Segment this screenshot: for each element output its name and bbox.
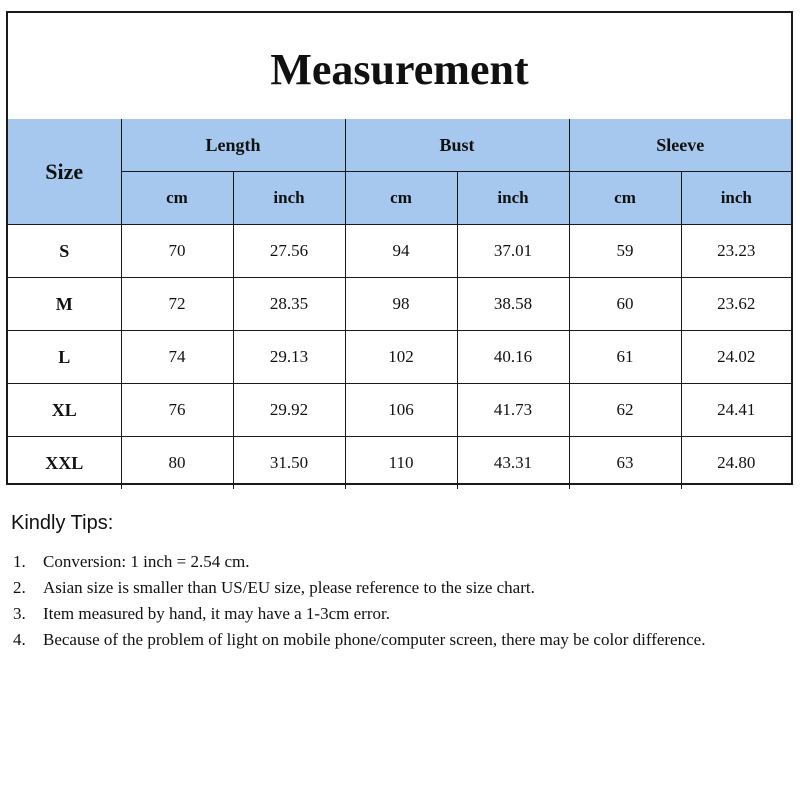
tip-item — [11, 575, 791, 601]
tip-number: 3. — [13, 604, 26, 623]
size-chart — [6, 11, 793, 485]
table-cell: 24.80 — [681, 437, 791, 490]
tip-item — [11, 549, 791, 575]
table-cell: 24.02 — [681, 331, 791, 384]
table-cell: 38.58 — [457, 278, 569, 331]
size-cell: L — [8, 331, 121, 384]
size-cell: XL — [8, 384, 121, 437]
table-cell: 60 — [569, 278, 681, 331]
table-cell: 94 — [345, 225, 457, 278]
table-cell: 43.31 — [457, 437, 569, 490]
table-cell: 72 — [121, 278, 233, 331]
size-cell: S — [8, 225, 121, 278]
table-cell: 76 — [121, 384, 233, 437]
group-header-row — [8, 119, 791, 172]
length-cm-header: cm — [121, 172, 233, 225]
table-cell: 31.50 — [233, 437, 345, 490]
tips-list — [11, 549, 791, 653]
table-row — [8, 437, 791, 490]
tip-item — [11, 601, 791, 627]
tip-text: Conversion: 1 inch = 2.54 cm. — [43, 552, 250, 571]
tips-title: Kindly Tips: — [11, 512, 114, 534]
bust-cm-header: cm — [345, 172, 457, 225]
table-cell: 41.73 — [457, 384, 569, 437]
table-cell: 29.13 — [233, 331, 345, 384]
size-column-header: Size — [8, 119, 121, 225]
sleeve-header: Sleeve — [569, 119, 791, 172]
table-cell: 80 — [121, 437, 233, 490]
tip-number: 2. — [13, 578, 26, 597]
size-table — [8, 119, 791, 489]
table-cell: 70 — [121, 225, 233, 278]
tip-number: 1. — [13, 552, 26, 571]
size-cell: M — [8, 278, 121, 331]
table-cell: 74 — [121, 331, 233, 384]
table-cell: 37.01 — [457, 225, 569, 278]
size-cell: XXL — [8, 437, 121, 490]
table-cell: 59 — [569, 225, 681, 278]
sleeve-cm-header: cm — [569, 172, 681, 225]
table-cell: 27.56 — [233, 225, 345, 278]
tip-item — [11, 627, 791, 653]
chart-title: Measurement — [270, 44, 529, 94]
table-row — [8, 225, 791, 278]
table-cell: 40.16 — [457, 331, 569, 384]
unit-header-row — [8, 172, 791, 225]
table-cell: 23.62 — [681, 278, 791, 331]
table-row — [8, 384, 791, 437]
chart-title-row — [8, 13, 791, 120]
length-inch-header: inch — [233, 172, 345, 225]
tip-text: Asian size is smaller than US/EU size, please reference to the size chart. — [43, 578, 535, 597]
table-row — [8, 331, 791, 384]
sleeve-inch-header: inch — [681, 172, 791, 225]
table-cell: 110 — [345, 437, 457, 490]
table-cell: 63 — [569, 437, 681, 490]
table-cell: 62 — [569, 384, 681, 437]
table-cell: 106 — [345, 384, 457, 437]
length-header: Length — [121, 119, 345, 172]
table-cell: 29.92 — [233, 384, 345, 437]
table-cell: 102 — [345, 331, 457, 384]
table-cell: 23.23 — [681, 225, 791, 278]
bust-inch-header: inch — [457, 172, 569, 225]
kindly-tips — [11, 512, 791, 653]
table-cell: 24.41 — [681, 384, 791, 437]
table-row — [8, 278, 791, 331]
table-cell: 98 — [345, 278, 457, 331]
tip-text: Item measured by hand, it may have a 1-3cm error. — [43, 604, 390, 623]
bust-header: Bust — [345, 119, 569, 172]
table-cell: 61 — [569, 331, 681, 384]
table-cell: 28.35 — [233, 278, 345, 331]
tip-text: Because of the problem of light on mobile phone/computer screen, there may be color difference. — [43, 630, 706, 649]
tip-number: 4. — [13, 630, 26, 649]
